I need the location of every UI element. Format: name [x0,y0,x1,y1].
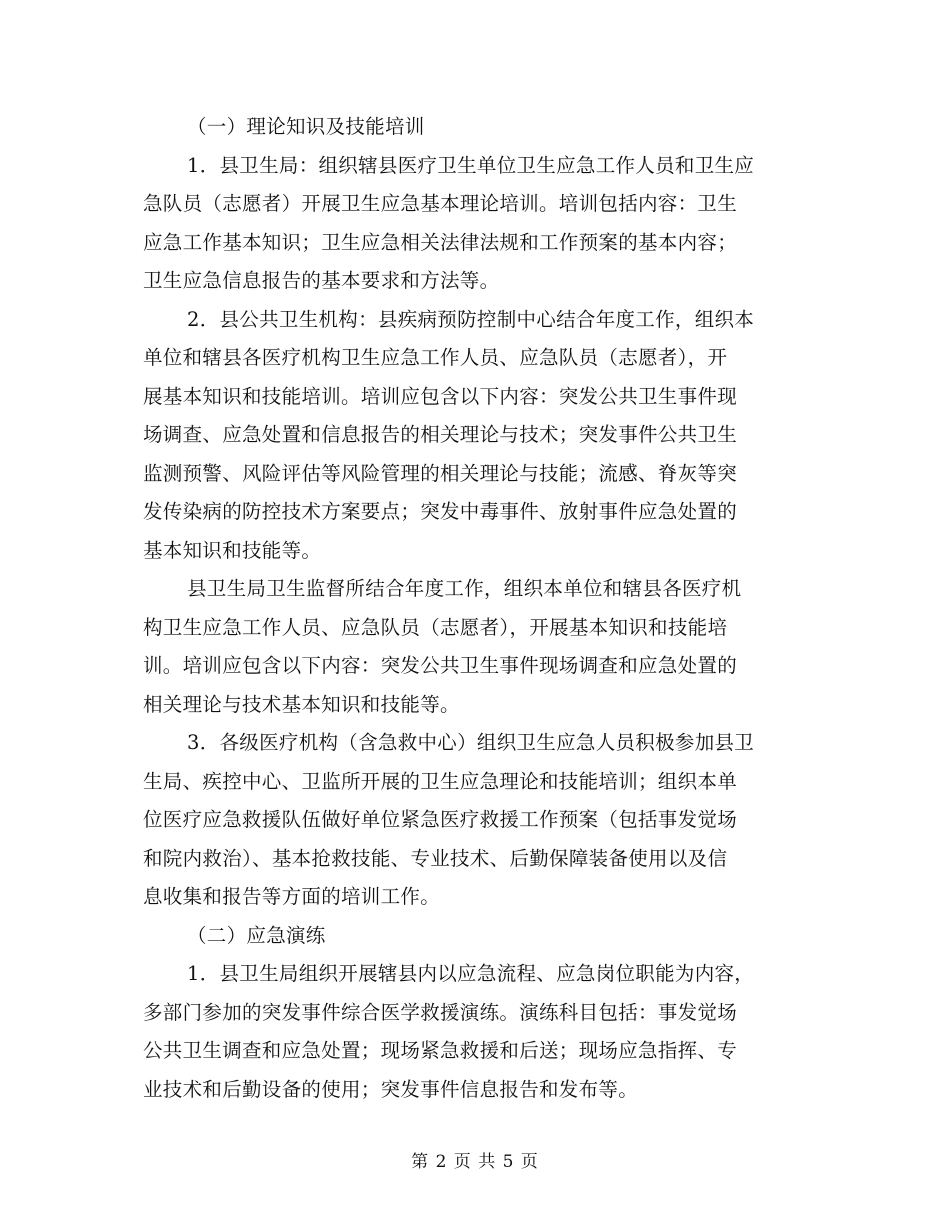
page-number: 第 2 页 共 5 页 [411,1152,539,1172]
section-heading-training: （一）理论知识及技能培训 [187,115,425,138]
paragraph-line: 急队员（志愿者）开展卫生应急基本理论培训。培训包括内容：卫生 [143,192,738,215]
paragraph-line: 公共卫生调查和应急处置；现场紧急救援和后送；现场应急指挥、专 [143,1039,738,1062]
paragraph-line: 多部门参加的突发事件综合医学救援演练。演练科目包括：事发觉场 [143,1000,738,1024]
paragraph-line: 单位和辖县各医疗机构卫生应急工作人员、应急队员（志愿者），开 [143,346,728,369]
paragraph-line: 构卫生应急工作人员、应急队员（志愿者），开展基本知识和技能培 [143,615,728,639]
paragraph-line: 位医疗应急救援队伍做好单位紧急医疗救援工作预案（包括事发觉场 [143,808,738,831]
paragraph-line: 训。培训应包含以下内容：突发公共卫生事件现场调查和应急处置的 [143,654,738,677]
paragraph-line: 和院内救治）、基本抢救技能、专业技术、后勤保障装备使用以及信 [143,846,728,870]
paragraph-line: 监测预警、风险评估等风险管理的相关理论与技能；流感、脊灰等突 [143,461,738,485]
paragraph-line: 展基本知识和技能培训。培训应包含以下内容：突发公共卫生事件现 [143,384,738,408]
paragraph-line: 应急工作基本知识；卫生应急相关法律法规和工作预案的基本内容； [143,230,738,254]
paragraph-line: 息收集和报告等方面的培训工作。 [143,885,441,908]
paragraph-line: 县卫生局卫生监督所结合年度工作，组织本单位和辖县各医疗机 [187,577,742,600]
paragraph-line: 基本知识和技能等。 [143,538,322,562]
paragraph-line: 1．县卫生局组织开展辖县内以应急流程、应急岗位职能为内容， [187,962,755,985]
paragraph-line: 场调查、应急处置和信息报告的相关理论与技术；突发事件公共卫生 [143,423,738,446]
paragraph-line: 1．县卫生局：组织辖县医疗卫生单位卫生应急工作人员和卫生应 [187,153,755,177]
paragraph-line: 2．县公共卫生机构：县疾病预防控制中心结合年度工作，组织本 [187,307,755,331]
paragraph-line: 3．各级医疗机构（含急救中心）组织卫生应急人员积极参加县卫 [187,731,755,754]
section-heading-drill: （二）应急演练 [187,923,326,947]
paragraph-line: 业技术和后勤设备的使用；突发事件信息报告和发布等。 [143,1077,639,1101]
paragraph-line: 卫生应急信息报告的基本要求和方法等。 [143,269,500,292]
paragraph-line: 发传染病的防控技术方案要点；突发中毒事件、放射事件应急处置的 [143,500,738,523]
paragraph-line: 相关理论与技术基本知识和技能等。 [143,692,460,716]
paragraph-line: 生局、疾控中心、卫监所开展的卫生应急理论和技能培训；组织本单 [143,769,738,793]
document-body [143,108,813,1109]
